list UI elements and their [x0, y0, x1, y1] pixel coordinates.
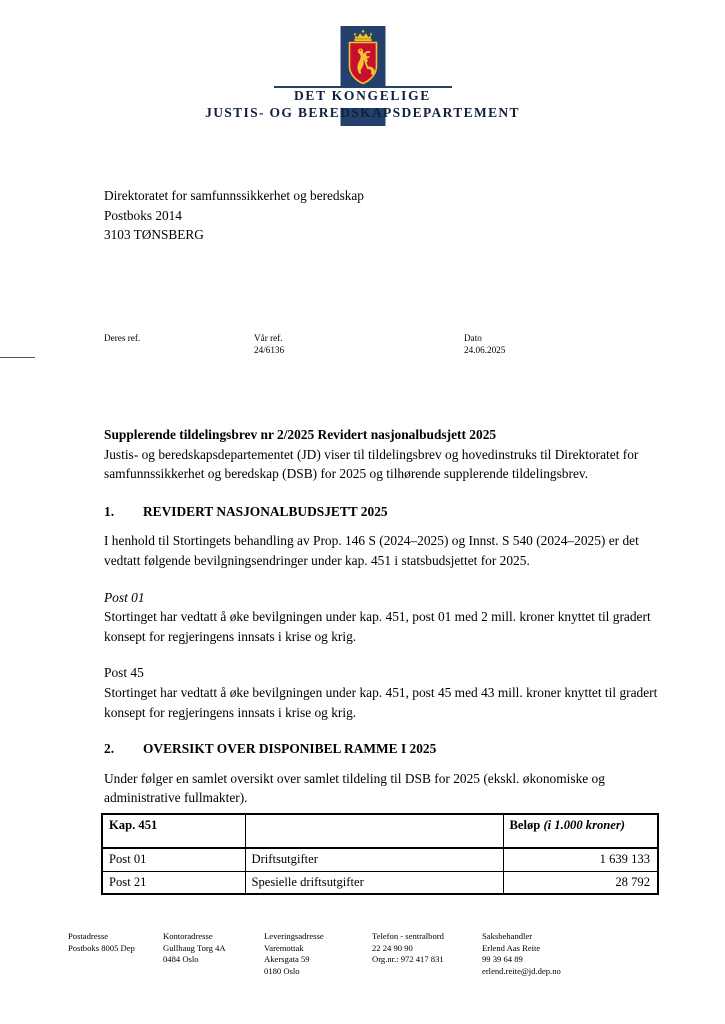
footer-heading: Postadresse: [68, 931, 109, 941]
budget-allocation-table: [101, 813, 659, 895]
table-header-amount: [503, 814, 658, 848]
recipient-address-block: [104, 186, 364, 245]
table-cell-amount: 28 792: [503, 871, 658, 894]
table-header-row: [102, 814, 658, 848]
section-1-title: REVIDERT NASJONALBUDSJETT 2025: [143, 503, 388, 519]
post-01-label: Post 01: [104, 589, 145, 605]
post-01-text: Stortinget har vedtatt å øke bevilgningen under kap. 451, post 01 med 2 mill. kroner knyttet til gradert konsept for regjeringens innsats i krise og krig.: [104, 609, 651, 644]
dato-field: [464, 332, 505, 356]
footer-column-kontoradresse: [163, 931, 263, 966]
section-2-title: OVERSIKT OVER DISPONIBEL RAMME I 2025: [143, 741, 437, 757]
dato-value: 24.06.2025: [464, 345, 506, 356]
letterhead: [0, 26, 725, 126]
footer-line: 99 39 64 89: [482, 954, 523, 965]
logo-text: [204, 88, 522, 121]
fold-mark: [0, 357, 35, 358]
section-1-heading: [104, 502, 660, 522]
deres-ref-field: [104, 332, 140, 344]
footer-line: Gullhaug Torg 4A: [163, 942, 226, 953]
section-1-number: 1.: [104, 503, 115, 519]
footer-line: Erlend Aas Reite: [482, 942, 541, 953]
footer-heading: Telefon - sentralbord: [372, 931, 444, 941]
post-45-label: Post 45: [104, 665, 144, 681]
footer-line: 0484 Oslo: [163, 954, 199, 965]
table-cell-description: Driftsutgifter: [245, 848, 503, 871]
footer-column-telefon: [372, 931, 482, 966]
footer-heading: Kontoradresse: [163, 931, 213, 941]
table-header-amount-main: Beløp: [509, 818, 544, 832]
section-1-paragraph: I henhold til Stortingets behandling av Prop. 146 S (2024–2025) og Innst. S 540 (2024–2025) er det vedtatt følgende bevilgningsendringer under kap. 451 i statsbudsjettet for 2025.: [104, 533, 639, 568]
var-ref-field: [254, 332, 284, 356]
footer-line: 22 24 90 90: [372, 942, 413, 953]
table-cell-post: Post 01: [102, 848, 245, 871]
letter-body: [104, 425, 660, 825]
department-logo: [204, 26, 522, 126]
footer-column-postadresse: [68, 931, 163, 954]
table-row: [102, 848, 658, 871]
logo-line-department: JUSTIS- OG BEREDSKAPSDEPARTEMENT: [205, 105, 520, 120]
post-block-45: [104, 663, 660, 722]
footer-heading: Leveringsadresse: [264, 931, 324, 941]
section-2-paragraph: Under følger en samlet oversikt over samlet tildeling til DSB for 2025 (ekskl. økonomiske og administrative fullmakter).: [104, 770, 605, 806]
norwegian-coat-of-arms-icon: [341, 28, 385, 86]
table-cell-description: Spesielle driftsutgifter: [245, 871, 503, 894]
footer-line: Postboks 8005 Dep: [68, 942, 135, 953]
table-header-kapittel: Kap. 451: [102, 814, 245, 848]
footer-column-leveringsadresse: [264, 931, 372, 977]
dato-label: Dato: [464, 333, 482, 343]
footer-line: Org.nr.: 972 417 831: [372, 954, 444, 965]
recipient-line-1: Direktoratet for samfunnssikkerhet og beredskap: [104, 188, 364, 203]
post-45-text: Stortinget har vedtatt å øke bevilgningen under kap. 451, post 45 med 43 mill. kroner knyttet til gradert konsept for regjeringens innsats i krise og krig.: [104, 684, 658, 720]
table-cell-amount: 1 639 133: [503, 848, 658, 871]
recipient-line-3: 3103 TØNSBERG: [104, 227, 204, 242]
footer-email: erlend.reite@jd.dep.no: [482, 965, 561, 976]
table-header-amount-unit: (i 1.000 kroner): [543, 818, 625, 832]
footer-line: Varemottak: [264, 942, 304, 953]
var-ref-label: Vår ref.: [254, 333, 283, 343]
footer-column-saksbehandler: [482, 931, 672, 977]
table-cell-post: Post 21: [102, 871, 245, 894]
section-2-heading: [104, 739, 660, 759]
deres-ref-label: Deres ref.: [104, 333, 141, 343]
recipient-line-2: Postboks 2014: [104, 207, 182, 223]
footer-line: 0180 Oslo: [264, 965, 300, 976]
table-row: [102, 871, 658, 894]
footer-line: Akersgata 59: [264, 954, 310, 965]
post-block-01: [104, 588, 660, 647]
logo-line-det-kongelige: DET KONGELIGE: [293, 88, 431, 103]
section-2-number: 2.: [104, 741, 115, 757]
footer-heading: Saksbehandler: [482, 931, 533, 941]
table-header-description: [245, 814, 503, 848]
var-ref-value: 24/6136: [254, 345, 285, 356]
document-title: Supplerende tildelingsbrev nr 2/2025 Revidert nasjonalbudsjett 2025: [104, 427, 497, 442]
intro-paragraph: Justis- og beredskapsdepartementet (JD) viser til tildelingsbrev og hovedinstruks til Direktoratet for samfunnssikkerhet og beredskap (DSB) for 2025 og tilhørende supplerende tildelingsbrev.: [104, 446, 639, 482]
